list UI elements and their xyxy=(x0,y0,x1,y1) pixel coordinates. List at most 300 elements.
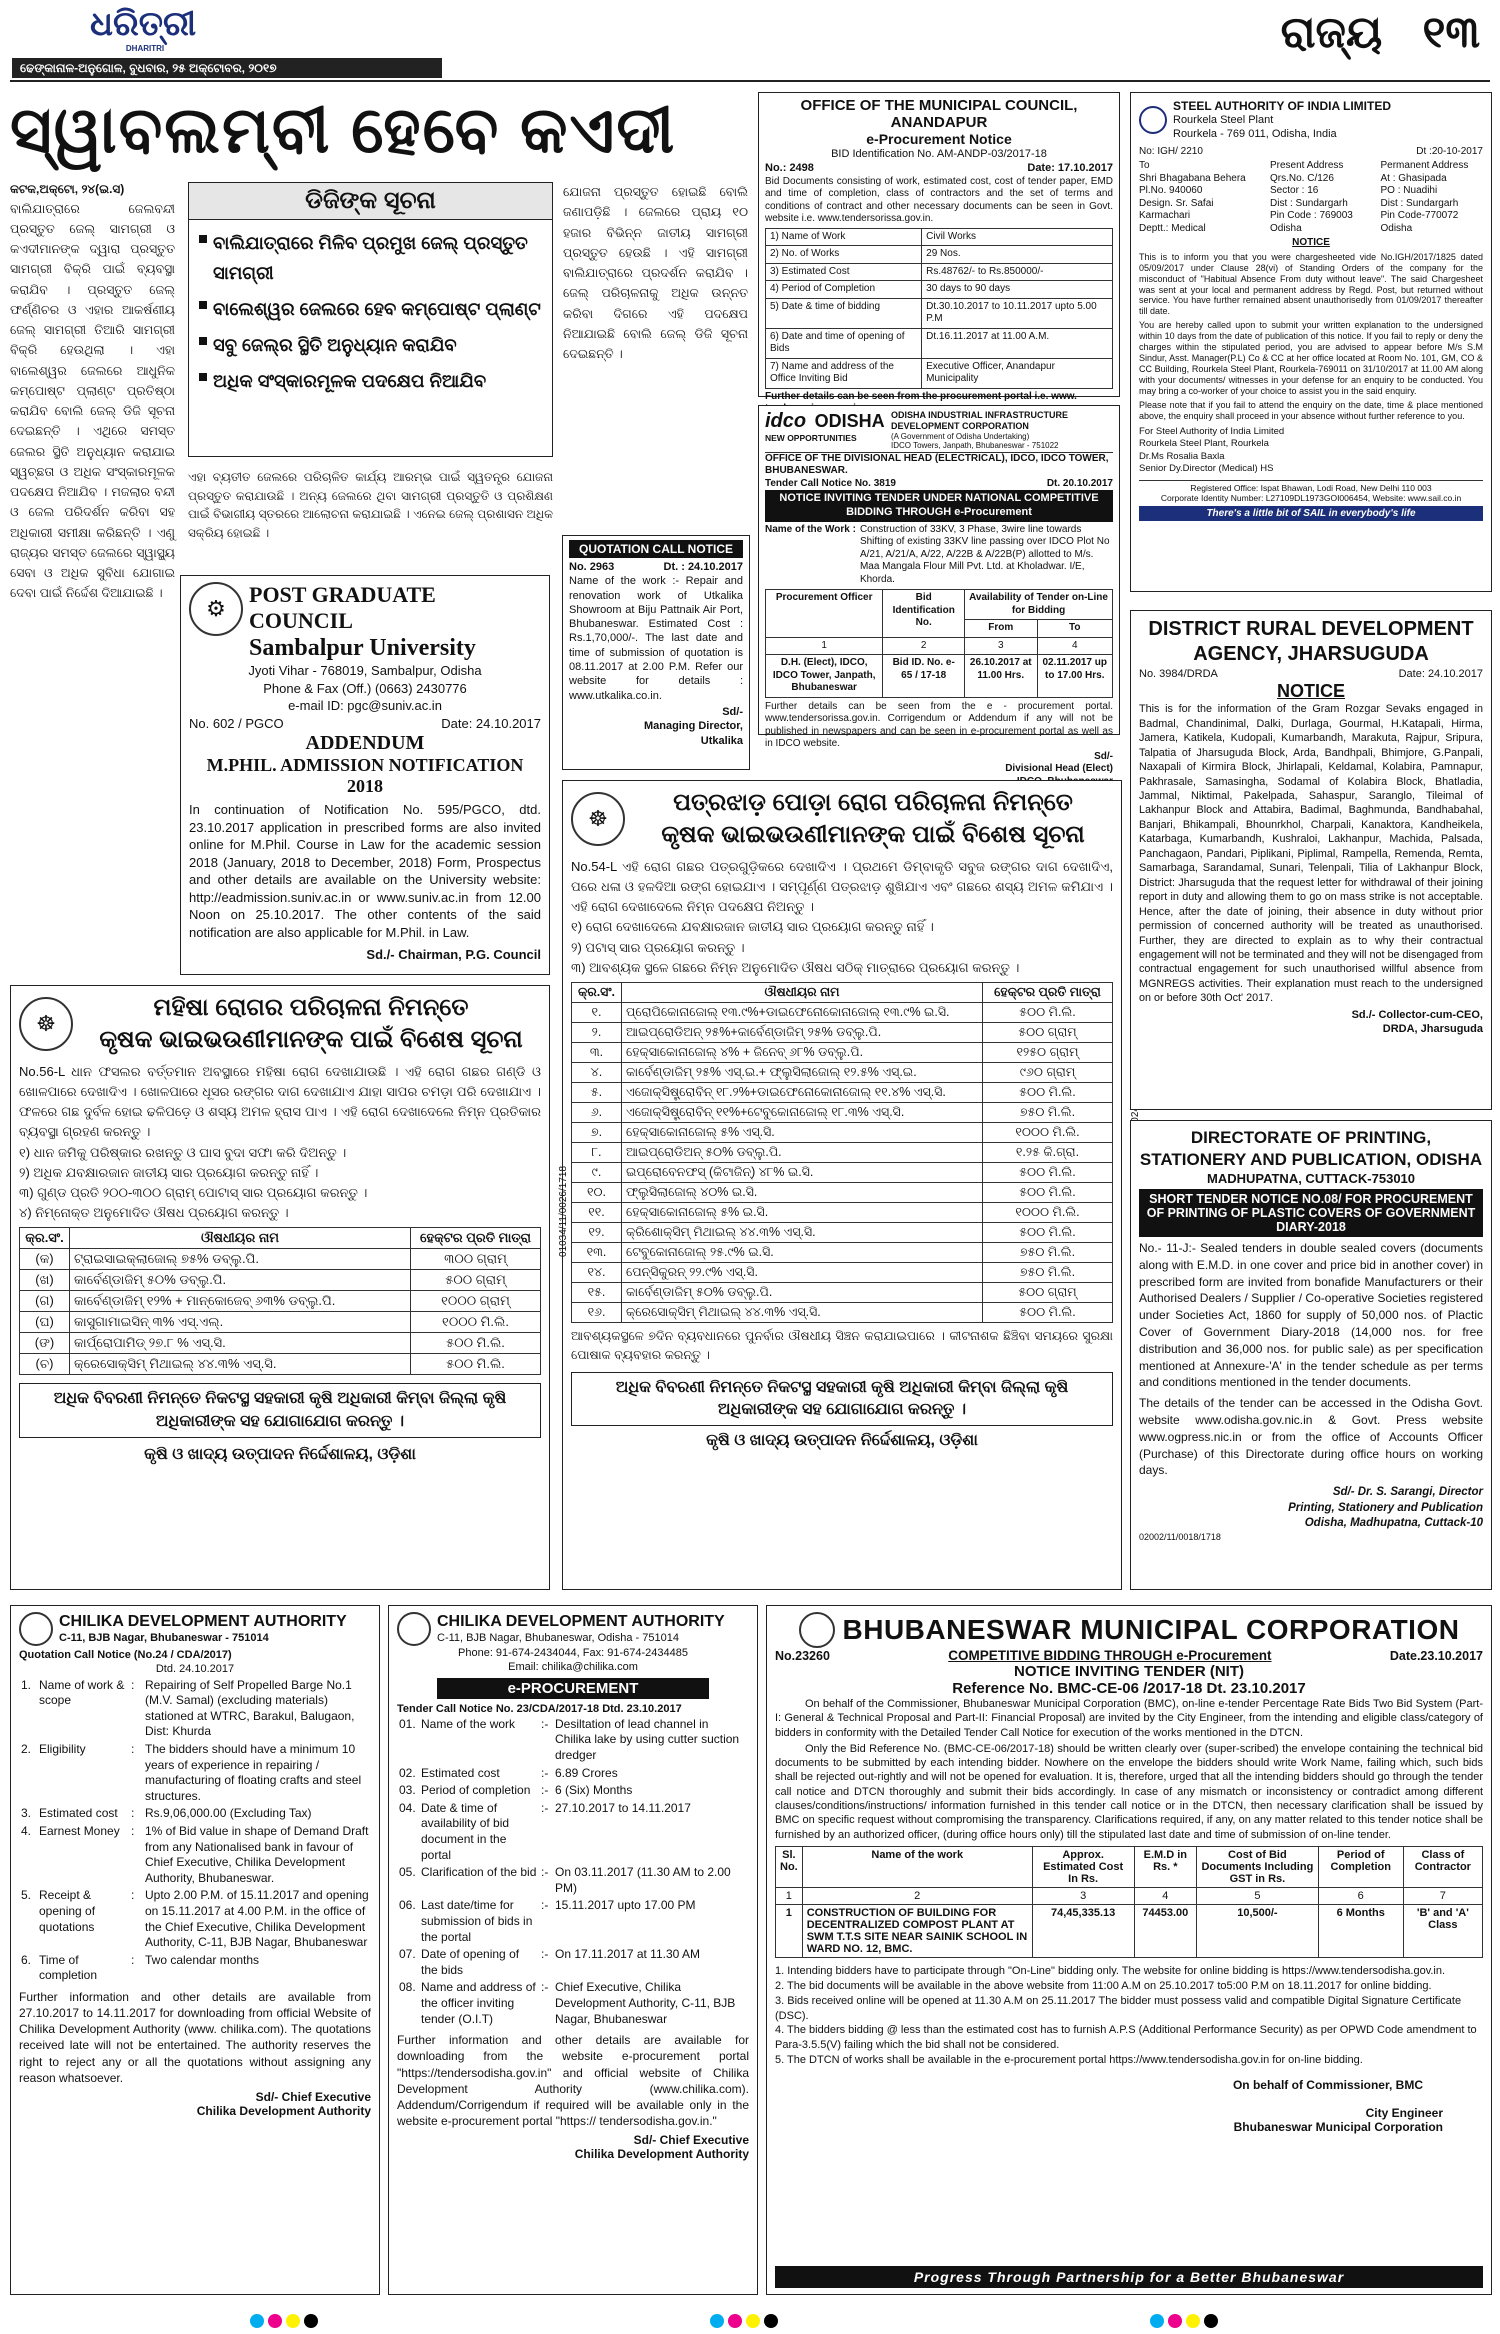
table-cell: 2. xyxy=(21,1741,32,1756)
paddy-table xyxy=(571,982,1113,1323)
idco-col: From xyxy=(965,620,1037,638)
reg-mark-m xyxy=(268,2314,282,2328)
table-cell: ୩୦୦ ଗ୍ରାମ୍ xyxy=(411,1249,541,1270)
table-cell: :- xyxy=(541,1865,549,1880)
sail-logo-icon xyxy=(1139,106,1167,134)
cda2-bar: e-PROCUREMENT xyxy=(437,1678,709,1699)
table-cell: Rs.48762/- to Rs.850000/- xyxy=(922,263,1113,281)
sail-permanent-address: Permanent Address At : Ghasipada PO : Nuadihi Dist : Sundargarh Pin Code-770072 Odisha xyxy=(1380,160,1469,234)
table-cell: ୮. xyxy=(572,1142,622,1162)
table-row xyxy=(20,1312,541,1333)
bmc-th: Name of the work xyxy=(802,1846,1032,1887)
table-row xyxy=(572,1302,1113,1322)
idco-col: To xyxy=(1037,620,1112,638)
anandapur-body: Bid Documents consisting of work, estimated cost, cost of tender paper, EMD and time of completion, class of contractors and the set of terms and conditions of contract and other necessary documents can be seen in Govt. website i.e. www.tendersorissa.gov.in. xyxy=(765,175,1113,225)
table-row xyxy=(572,1102,1113,1122)
reg-mark-c xyxy=(1150,2314,1164,2328)
table-cell: ୧୫. xyxy=(572,1282,622,1302)
story-text-1: ବାଲିଯାତ୍ରାରେ ଜେଲବନ୍ଦୀ ପ୍ରସ୍ତୁତ ଜେଲ୍ ସାମଗ୍ରୀ ଓ କଏଦୀମାନଙ୍କ ଦ୍ୱାରା ପ୍ରସ୍ତୁତ ସାମଗ୍ରୀ ବିକ୍ରି ପାଇଁ ବ୍ୟବସ୍ଥା କରାଯିବ । ପ୍ରସ୍ତୁତ ଜେଲ୍ ଫର୍ଣ୍ଣିଚର ଓ ଏହାର ଆକର୍ଷଣୀୟ ଜେଲ୍ ସାମଗ୍ରୀ ତିଆରି ସାମଗ୍ରୀ ବିକ୍ରି ହେଉଥିଲା । ଏହା ବାଲେଶ୍ୱର ଜେଲରେ ଆଧୁନିକ କମ୍ପୋଷ୍ଟ ପ୍ଲାଣ୍ଟ ପ୍ରତିଷ୍ଠା କରାଯିବ ବୋଲି ଜେଲ୍ ଡିଜି ସୂଚନା ଦେଇଛନ୍ତି । ଏଥିରେ ସମସ୍ତ ଜେଲର ସ୍ଥିତି ଅନୁଧ୍ୟାନ କରାଯାଇ ସ୍ୱଚ୍ଛତା ଓ ଅଧିକ ସଂସ୍କାରମୂଳକ ପଦକ୍ଷେପ ନିଆଯିବ । ମଜଲାର ବନ୍ଦୀ ଓ ଜେଲ ପରିଦର୍ଶନ କରିବା ସହ ଅଧିକାରୀ ସମୀକ୍ଷା କରିଛନ୍ତି । ଏଣୁ ରାଜ୍ୟର ସମସ୍ତ ଜେଲରେ ସ୍ୱାସ୍ଥ୍ୟ ସେବା ଓ ଅଧିକ ସୁବିଧା ଯୋଗାଇ ଦେବା ପାଇଁ ନିର୍ଦ୍ଦେଶ ଦିଆଯାଇଛି । xyxy=(10,201,175,601)
printing-sign: Sd/- Dr. S. Sarangi, Director Printing, Stationery and Publication Odisha, Madhupatna, Cuttack-10 xyxy=(1288,1486,1483,1530)
drda-no: No. 3984/DRDA xyxy=(1139,668,1218,680)
idco-sign: Sd/- Divisional Head (Elect) xyxy=(1005,750,1113,775)
table-cell: କାସୁଗାମାଇସିନ୍ ୩% ଏସ୍.ଏଲ୍. xyxy=(70,1312,411,1333)
chilika-quotation-notice xyxy=(10,1605,380,2295)
reg-mark-m xyxy=(728,2314,742,2328)
table-cell: ୨. xyxy=(572,1022,622,1042)
table-cell: : xyxy=(131,1741,135,1756)
table-cell: :- xyxy=(541,1783,549,1798)
table-row xyxy=(20,1333,541,1354)
bmc-num: 4 xyxy=(1134,1887,1197,1904)
idco-heading: NOTICE INVITING TENDER UNDER NATIONAL COMPETITIVE BIDDING THROUGH e-Procurement xyxy=(765,490,1113,522)
table-cell: Eligibility xyxy=(39,1741,86,1756)
table-cell: Date of opening of the bids xyxy=(421,1947,520,1977)
table-cell: ୯୬୦ ଗ୍ରାମ୍ xyxy=(983,1062,1113,1082)
paddy-outro: ଆବଶ୍ୟକସ୍ଥଳେ ୭ଦିନ ବ୍ୟବଧାନରେ ପୁନର୍ବାର ଔଷଧୀୟ ସିଞ୍ଚନ କରାଯାଇପାରେ । କୀଟନାଶକ ଛିଞ୍ଚିବା ସମୟରେ ସୁରକ୍ଷା ପୋଷାକ ବ୍ୟବହାର କରନ୍ତୁ । xyxy=(571,1328,1113,1363)
table-row xyxy=(397,1800,749,1864)
bmc-th: Sl. No. xyxy=(776,1846,803,1887)
table-row xyxy=(766,228,1113,246)
table-row xyxy=(572,1242,1113,1262)
table-cell: : xyxy=(131,1952,135,1967)
table-cell: Desiltation of lead channel in Chilika lake by using cutter suction dredger xyxy=(555,1716,740,1763)
table-row xyxy=(766,281,1113,299)
table-cell: 15.11.2017 upto 17.00 PM xyxy=(555,1898,696,1913)
utkalika-no: No. 2963 xyxy=(569,561,615,573)
sail-address: Rourkela - 769 011, Odisha, India xyxy=(1173,128,1337,141)
table-cell: ୫୦୦ ମି.ଲି. xyxy=(983,1182,1113,1202)
table-cell: Dt.16.11.2017 at 11.00 A.M. xyxy=(922,328,1113,358)
cda2-address: C-11, BJB Nagar, Bhubaneswar, Odisha - 751014 xyxy=(437,1631,679,1644)
cda2-sign: Sd/- Chief Executive Chilika Development Authority xyxy=(574,2133,749,2162)
table-row xyxy=(572,1062,1113,1082)
mahisha-subtitle: କୃଷକ ଭାଇଭଉଣୀମାନଙ୍କ ପାଇଁ ବିଶେଷ ସୂଚନା xyxy=(99,1026,523,1053)
table-cell: Earnest Money xyxy=(39,1823,120,1838)
bmc-num: 2 xyxy=(802,1887,1032,1904)
table-cell: ୧୦. xyxy=(572,1182,622,1202)
sidebar-item: ଅଧିକ ସଂସ୍କାରମୂଳକ ପଦକ୍ଷେପ ନିଆଯିବ xyxy=(197,366,544,396)
bmc-note: 1. Intending bidders have to participate through "On-Line" bidding only. The website for online bidding is https://www.tendersodisha.gov.in. xyxy=(775,1964,1446,1977)
table-row xyxy=(20,1354,541,1375)
cda1-title: CHILIKA DEVELOPMENT AUTHORITY xyxy=(59,1612,347,1630)
table-cell: :- xyxy=(541,1765,549,1780)
reg-mark-k xyxy=(304,2314,318,2328)
chilika-logo-icon xyxy=(19,1612,53,1646)
page-number: ୧୩ xyxy=(1422,8,1480,57)
idco-work: Construction of 33KV, 3 Phase, 3wire line towards Shifting of existing 33KV line passing over IDCO Plot No A/21, A/21/A, A/22, A/22B & A/22B(P) allotted to M/s. Maa Mangala Flour Mill Pvt. Ltd. at Kholadwar. I/E, Khorda. xyxy=(859,523,1110,585)
table-cell: Chief Executive, Chilika Development Authority, C-11, BJB Nagar, Bhubaneswar xyxy=(555,1980,736,2026)
reg-mark-k xyxy=(1204,2314,1218,2328)
paddy-subtitle: କୃଷକ ଭାଇଭଉଣୀମାନଙ୍କ ପାଇଁ ବିଶେଷ ସୂଚନା xyxy=(661,821,1085,848)
utkalika-quotation xyxy=(562,535,750,770)
table-cell: ୫୦୦ ଗ୍ରାମ୍ xyxy=(983,1022,1113,1042)
table-row xyxy=(397,1765,749,1783)
table-row xyxy=(572,1002,1113,1022)
table-cell: 5) Date & time of bidding xyxy=(766,298,922,328)
table-cell: 4. xyxy=(21,1823,32,1838)
table-cell: ହେକ୍ସାକୋନାଜୋଲ୍ ୫% ଏସ୍.ସି. xyxy=(622,1122,983,1142)
paddy-th: କ୍ର.ସଂ. xyxy=(572,982,622,1002)
table-row xyxy=(572,1082,1113,1102)
reg-mark-y xyxy=(286,2314,300,2328)
table-cell: 3) Estimated Cost xyxy=(766,263,922,281)
sambalpur-addendum: ADDENDUM xyxy=(305,732,425,755)
table-cell: :- xyxy=(541,1800,549,1815)
table-row xyxy=(19,1952,371,1985)
mahisha-th: କ୍ର.ସଂ. xyxy=(20,1228,70,1249)
table-cell: ୧.୨୫ କି.ଗ୍ରା. xyxy=(983,1142,1113,1162)
idco-cell: Bid ID. No. e- 65 / 17-18 xyxy=(883,655,965,698)
printing-title: DIRECTORATE OF PRINTING, STATIONERY AND PUBLICATION, ODISHA xyxy=(1139,1128,1483,1169)
sail-para-1: This is to inform you that you were chargesheeted vide No.IGH/2017/1825 dated 05/09/2017 under Clause 28(vi) of Standing Orders of the company for the misconduct of "Habitual Absence From duty without leave". The said Chargesheet was sent at your local and permanent address by Regd. Post, but returned without service. You have further remained absent unauthorisedly from 01/09/2017 thereafter till date. xyxy=(1139,251,1483,317)
bmc-cell: 74,45,335.13 xyxy=(1032,1904,1134,1957)
table-row xyxy=(20,1291,541,1312)
sidebar-item: ବାଲେଶ୍ୱର ଜେଲରେ ହେବ କମ୍ପୋଷ୍ଟ ପ୍ଲାଣ୍ଟ xyxy=(197,294,544,324)
table-row xyxy=(397,1979,749,2028)
bmc-num: 1 xyxy=(776,1887,803,1904)
table-row xyxy=(572,1262,1113,1282)
story-col-3: ଯୋଜନା ପ୍ରସ୍ତୁତ ହୋଇଛି ବୋଲି ଜଣାପଡ଼ିଛି । ଜେଲରେ ପ୍ରାୟ ୧୦ ହଜାର ବିଭିନ୍ନ ଜାତୀୟ ସାମଗ୍ରୀ ପ୍ରସ୍ତୁତ ହେଉଛି । ଏହି ସାମଗ୍ରୀ ବାଲିଯାତ୍ରାରେ ପ୍ରଦର୍ଶନ କରାଯିବ । ଜେଲ୍ ପରିଚାଳନାକୁ ଅଧିକ ଉନ୍ନତ କରିବା ଦିଗରେ ଏହି ପଦକ୍ଷେପ ନିଆଯାଇଛି ବୋଲି ଜେଲ୍ ଡିଜି ସୂଚନା ଦେଇଛନ୍ତି । xyxy=(563,185,748,361)
sail-tagline: There's a little bit of SAIL in everybody's life xyxy=(1139,506,1483,521)
sail-sign: For Steel Authority of India Limited Rourkela Steel Plant, Rourkela Dr.Ms Rosalia Baxla Senior Dy.Director (Medical) HS xyxy=(1139,426,1285,475)
reg-mark-y xyxy=(746,2314,760,2328)
table-cell: ୭୫୦ ମି.ଲି. xyxy=(983,1262,1113,1282)
chilika-eprocurement-notice xyxy=(388,1605,758,2295)
table-row xyxy=(572,1022,1113,1042)
table-cell: ୧୧. xyxy=(572,1202,622,1222)
idco-work-label: Name of the Work : xyxy=(765,523,856,535)
paddy-advice: ଅଧିକ ବିବରଣୀ ନିମନ୍ତେ ନିକଟସ୍ଥ ସହକାରୀ କୃଷି ଅଧିକାରୀ କିମ୍ବା ଜିଲ୍ଲା କୃଷି ଅଧିକାରୀଙ୍କ ସହ ଯୋଗାଯୋଗ କରନ୍ତୁ । xyxy=(571,1372,1113,1427)
sail-para-2: You are hereby called upon to submit your written explanation to the undersigned within 10 days from the date of publication of this notice. If you fail to reply or deny the charges within the stipulated period, you are advised to appear before M/s S.M Sindur, Asst. Manager(P.L) Co & CC at her office located at Room No. 101, GM, CO & CC Building, Rourkela Steel Plant, Rourkela-769011 on 31/10/2017 at 11.00 AM along with your documents/ witnesses in your defense for an enquiry to be conducted. You may bring a co-worker of your choice to assist you in the said enquiry. xyxy=(1139,320,1483,397)
table-cell: ଇପ୍ରୋବେନଫସ୍ (କିଟାଜିନ୍) ୪୮% ଇ.ସି. xyxy=(622,1162,983,1182)
anandapur-bid-id: BID Identification No. AM-ANDP-03/2017-18 xyxy=(831,148,1047,160)
masthead xyxy=(0,0,1500,82)
printing-para-1: No.- 11-J:- Sealed tenders in double sealed covers (documents along with E.M.D. in one cover and price bid in another cover) in prescribed form are invited from bonafide Manufacturers or their Authorised Dealers / Supplier / Co-operative Societies registered under Societies Act, 1860 for supply of 50,000 nos. of Plactic Cover of Government Diary-2018 (14,000 nos. for free distribution and 36,000 nos. for public sale) as per specification mentioned at Annexure-'A' in the tender schedule as per terms and conditions mentioned in the tender documents. xyxy=(1139,1241,1483,1390)
main-headline: ସ୍ୱାବଲମ୍ବୀ ହେବେ କଏଦୀ xyxy=(10,94,677,166)
idco-table xyxy=(765,589,1113,698)
table-row xyxy=(20,1270,541,1291)
masthead-rule xyxy=(10,80,1490,82)
idco-tag: NEW OPPORTUNITIES xyxy=(765,433,857,443)
table-cell: ୧. xyxy=(572,1002,622,1022)
idco-logo: idco xyxy=(765,410,807,432)
table-cell: କାର୍ବେଣ୍ଡାଜିମ୍ ୫୦% ଡବ୍ଲୁ.ପି. xyxy=(622,1282,983,1302)
idco-num: 3 xyxy=(965,637,1037,655)
table-row xyxy=(572,1202,1113,1222)
table-cell: Time of completion xyxy=(39,1952,98,1983)
bmc-title: BHUBANESWAR MUNICIPAL CORPORATION xyxy=(842,1614,1460,1645)
mahisha-step: ୪) ନିମ୍ନୋକ୍ତ ଅନୁମୋଦିତ ଔଷଧ ପ୍ରୟୋଗ କରନ୍ତୁ । xyxy=(19,1204,289,1220)
table-cell: On 17.11.2017 at 11.30 AM xyxy=(555,1947,700,1962)
bmc-para-2: Only the Bid Reference No. (BMC-CE-06/2017-18) should be written clearly over (super-scribed) the envelope containing the technical bid documents to be submitted by each intending bidder. Nowhere on the envelope the bidders should write Work Name, failing which, such bids shall be rejected out-rightly and will not be opened for evaluation. It is, therefore, urged that all the intending bidders should go through the tender call notice and DTCN thoroughly and submit their bids accordingly. In case of any mismatch or inconsistency or contradict among different clauses/conditions/instructions/ information furnished in this tender call notice or in the DTCN, then necessary clarification shall be issued by BMC on specific request without compromising the transparency. Clarifications required, if any, on any matter related to this tender notice shall be furnished by an authorized officer, (during office hours only) till the stipulated last date and time of submission of on-line tender. xyxy=(775,1742,1483,1841)
sail-ref: No: IGH/ 2210 xyxy=(1139,145,1203,157)
bmc-logo-icon xyxy=(799,1612,835,1648)
table-cell: ୬. xyxy=(572,1102,622,1122)
bmc-note: 5. The DTCN of works shall be available in the e-procurement portal https://www.tendersodisha.gov.in for on-line bidding. xyxy=(775,2054,1363,2067)
paddy-th: ଔଷଧୀୟର ନାମ xyxy=(622,982,983,1002)
anandapur-title: OFFICE OF THE MUNICIPAL COUNCIL, ANANDAPUR xyxy=(800,97,1078,131)
cda2-table xyxy=(397,1716,749,2028)
bmc-sign-2: City Engineer Bhubaneswar Municipal Corporation xyxy=(1233,2105,1443,2134)
table-cell: କାର୍ପ୍ରୋପାମିଡ୍ ୨୭.୮ % ଏସ୍.ସି. xyxy=(70,1333,411,1354)
table-row xyxy=(19,1741,371,1805)
table-cell: ୧୪. xyxy=(572,1262,622,1282)
drda-body: This is for the information of the Gram Rozgar Sevaks engaged in Badmal, Chandinimal, Dalki, Durlaga, Gourmal, H.Katapali, Hirma, Jamera, Katikela, Kudopali, Kumarbandh, Marakuta, Rajpur, Sripura, Talpatia of Jharsuguda Block, Arda, Bandhpali, Bhimjore, G.Panpali, Naxapali of Kirmira Block, Jhirlapali, Keldamal, Kolabira, Pamnapur, Pakhrasale, Samasingha, Sodamal of Kolabira Block, Bhatladia, Jammal, Niktimal, Pakelpada, Sahaspur, Saranglo, Tileimal of Lakhanpur Block and Attabira, Badimal, Baghmunda, Bandhabahal, Banjari, Bhikampali, Bhounrkhol, Charpali, Kanaktora, Kandheikela, Katarbaga, Kumarbandh, Kushraloi, Lakhanpur, Machida, Palsada, Panchagaon, Pandari, Piplikani, Piplimal, Rampella, Remenda, Remta, Samarbaga, Sarandamal, Sunari, Telenpali, Tilia of Lakhanpur Block, District: Jharsuguda that the request letter for withdrawal of their joining report in duty and allowing them to go on mass strike is not acceptable. Hence, after the date of joining, their absence in duty without prior permission of concerned authority will be treated as unauthorised. Further, they are directed to explain as to why their contractual engagement will not be terminated and they will not be disengaged from contractual engagement for such unauthorised willful absence from MGNREGS activities. Their explanation must reach to the undersigned on or before 30th Oct' 2017. xyxy=(1139,703,1483,1005)
table-cell: (ଖ) xyxy=(20,1270,70,1291)
paddy-step: ୩) ଆବଶ୍ୟକ ସ୍ଥଳେ ଗଛରେ ନିମ୍ନ ଅନୁମୋଦିତ ଔଷଧ ସଠିକ୍ ମାତ୍ରାରେ ପ୍ରୟୋଗ କରନ୍ତୁ । xyxy=(571,959,1020,975)
table-cell: କ୍ରେସୋକ୍ସିମ୍ ମିଥାଇଲ୍ ୪୪.୩% ଏସ୍.ସି. xyxy=(622,1302,983,1322)
sambalpur-title-1: POST GRADUATE COUNCIL xyxy=(249,582,436,633)
printing-para-2: The details of the tender can be accessed in the Odisha Govt. website www.odisha.gov.nic.in & Govt. Press website www.ogpress.nic.in or from the office of Accounts Officer (Purchase) of this Directorate during office hours on working days. xyxy=(1139,1396,1483,1478)
table-cell: Upto 2.00 P.M. of 15.11.2017 and opening on 15.11.2017 at 4.00 P.M. in the office of the Chief Executive, Chilika Development Authority, C-11, BJB Nagar, Bhubaneswar xyxy=(145,1888,369,1950)
drda-title: DISTRICT RURAL DEVELOPMENT AGENCY, JHARSUGUDA xyxy=(1148,618,1474,665)
table-cell: 2) No. of Works xyxy=(766,246,922,264)
table-cell: 04. xyxy=(399,1800,416,1815)
sheath-blight-advisory xyxy=(10,985,569,1590)
table-cell: କ୍ରିଶୋକ୍ସିମ୍ ମିଥାଇଲ୍ ୪୪.୩% ଏସ୍.ସି. xyxy=(622,1222,983,1242)
table-cell: 06. xyxy=(399,1898,416,1913)
bmc-cell: 6 Months xyxy=(1318,1904,1403,1957)
table-cell: ୭୫୦ ମି.ଲି. xyxy=(983,1102,1113,1122)
table-cell: Name of the work xyxy=(421,1716,516,1731)
bmc-para-1: On behalf of the Commissioner, Bhubaneswar Municipal Corporation (BMC), on-line e-tender Percentage Rate Bids Two Bid System (Part-I: General & Technical Proposal and Part-II: Financial Proposal) are invited by the City Engineer, from the intending and eligible class/category of bidders in conformity with the Detailed Tender Call Notice for execution of the works mentioned in the DTCN. xyxy=(775,1698,1483,1739)
idco-num: 1 xyxy=(766,637,883,655)
mahisha-code: 01034/11/0026/1718 xyxy=(557,1165,569,1258)
reg-mark-c xyxy=(250,2314,264,2328)
cda1-sign: Sd/- Chief Executive Chilika Development Authority xyxy=(196,2090,371,2118)
idco-cell: 26.10.2017 at 11.00 Hrs. xyxy=(965,655,1037,698)
table-row xyxy=(572,1182,1113,1202)
paddy-intro: No.54-L ଏହି ରୋଗ ଗଛର ପତ୍ରଗୁଡ଼ିକରେ ଦେଖାଦିଏ । ପ୍ରଥମେ ଡିମ୍ବାକୃତି ସବୁଜ ରଙ୍ଗର ଦାଗ ଦେଖାଦିଏ, ପରେ ଧଳା ଓ ହଳଦିଆ ରଙ୍ଗ ହୋଇଯାଏ । ସମ୍ପୂର୍ଣ୍ଣ ପତ୍ରଝାଡ଼ ଶୁଖିଯାଏ ଏବଂ ଗଛରେ ଶସ୍ୟ ଅମଳ କମିଯାଏ । ଏହି ରୋଗ ଦେଖାଦେଲେ ନିମ୍ନ ପଦକ୍ଷେପ ନିଅନ୍ତୁ । xyxy=(571,859,1113,915)
bmc-th: Approx. Estimated Cost In Rs. xyxy=(1032,1846,1134,1887)
table-cell: Estimated cost xyxy=(39,1806,118,1821)
table-cell: :- xyxy=(541,1947,549,1962)
table-row xyxy=(572,1282,1113,1302)
table-cell: 1) Name of Work xyxy=(766,228,922,246)
table-cell: 03. xyxy=(399,1783,416,1798)
table-cell: (ଚ) xyxy=(20,1354,70,1375)
paddy-title: ପତ୍ରଝାଡ଼ ପୋଡ଼ା ରୋଗ ପରିଚାଳନା ନିମନ୍ତେ xyxy=(673,789,1073,816)
dateline-bar xyxy=(12,58,442,78)
table-cell: 30 days to 90 days xyxy=(922,281,1113,299)
idco-num: 4 xyxy=(1037,637,1112,655)
table-cell: 07. xyxy=(399,1947,416,1962)
idco-tender-notice xyxy=(758,405,1120,775)
table-cell: ଟ୍ରାଇସାଇକ୍ଲାଜୋଲ୍ ୭୫% ଡବ୍ଲୁ.ପି. xyxy=(70,1249,411,1270)
cda2-title: CHILIKA DEVELOPMENT AUTHORITY xyxy=(437,1612,725,1630)
table-row xyxy=(397,1716,749,1765)
sail-present-address: Present Address Qrs.No. C/126 Sector : 16 Dist : Sundargarh Pin Code : 769003 Odisha xyxy=(1270,160,1353,234)
table-cell: ୫୦୦ ମି.ଲି. xyxy=(983,1082,1113,1102)
mahisha-advice: ଅଧିକ ବିବରଣୀ ନିମନ୍ତେ ନିକଟସ୍ଥ ସହକାରୀ କୃଷି ଅଧିକାରୀ କିମ୍ବା ଜିଲ୍ଲା କୃଷି ଅଧିକାରୀଙ୍କ ସହ ଯୋଗାଯୋଗ କରନ୍ତୁ । xyxy=(19,1383,541,1438)
drda-sign: Sd./- Collector-cum-CEO, DRDA, Jharsuguda xyxy=(1351,1008,1483,1036)
utkalika-date: Dt. : 24.10.2017 xyxy=(663,561,743,573)
bmc-sign-1: On behalf of Commissioner, BMC xyxy=(1232,2077,1423,2092)
table-cell: ୧୨୫୦ ଗ୍ରାମ୍ xyxy=(983,1042,1113,1062)
idco-org: ODISHA INDUSTRIAL INFRASTRUCTURE DEVELOPMENT CORPORATION xyxy=(891,410,1068,431)
sail-org: STEEL AUTHORITY OF INDIA LIMITED xyxy=(1173,99,1392,113)
table-cell: ୫୦୦ ମି.ଲି. xyxy=(411,1333,541,1354)
table-cell: 7) Name and address of the Office Inviting Bid xyxy=(766,358,922,388)
table-cell: (ଙ) xyxy=(20,1333,70,1354)
table-cell: 5. xyxy=(21,1888,32,1903)
utkalika-sign: Sd/- Managing Director, Utkalika xyxy=(643,705,743,747)
table-row xyxy=(397,1946,749,1979)
table-cell: ୭୫୦ ମି.ଲି. xyxy=(983,1242,1113,1262)
sail-plant: Rourkela Steel Plant xyxy=(1173,114,1274,126)
mahisha-table xyxy=(19,1227,541,1375)
bmc-cell: 1 xyxy=(776,1904,803,1957)
idco-cell: 02.11.2017 up to 17.00 Hrs. xyxy=(1037,655,1112,698)
story-dateline: କଟକ,ଅକ୍ଟୋ, ୨୪(ଇ.ସ) xyxy=(10,182,125,196)
table-cell: :- xyxy=(541,1980,549,1995)
sambalpur-date: Date: 24.10.2017 xyxy=(441,715,541,731)
table-row xyxy=(572,1162,1113,1182)
sambalpur-email: e-mail ID: pgc@suniv.ac.in xyxy=(288,698,442,714)
anandapur-footer: Further details can be seen from the procurement portal i.e. www. xyxy=(765,390,1077,402)
idco-col: Bid Identification No. xyxy=(883,590,965,638)
story-col-2: ଏହା ବ୍ୟତୀତ ଜେଲରେ ପରିଚାଳିତ କାର୍ଯ୍ୟ ଆରମ୍ଭ ପାଇଁ ସ୍ୱତନ୍ତ୍ର ଯୋଜନା ପ୍ରସ୍ତୁତ କରାଯାଉଛି । ଅନ୍ୟ ଜେଲରେ ଥିବା ସାମଗ୍ରୀ ପ୍ରସ୍ତୁତି ଓ ପ୍ରଶିକ୍ଷଣ ପାଇଁ ବିଭାଗୀୟ ସ୍ତରରେ ଆଲୋଚନା କରାଯାଇଛି । ଏନେଇ ଜେଲ୍ ପ୍ରଶାସନ ଅଧିକ ସକ୍ରିୟ ହୋଇଛି । xyxy=(188,470,553,540)
bmc-th: Cost of Bid Documents Including GST in Rs. xyxy=(1197,1846,1319,1887)
table-cell: ୫. xyxy=(572,1082,622,1102)
table-cell: ୧୦୦୦ ମି.ଲି. xyxy=(411,1312,541,1333)
cda2-phone: Phone: 91-674-2434044, Fax: 91-674-2434485 xyxy=(458,1647,688,1659)
sidebar-item: ବାଲିଯାତ୍ରାରେ ମିଳିବ ପ୍ରମୁଖ ଜେଲ୍ ପ୍ରସ୍ତୁତ ସାମଗ୍ରୀ xyxy=(197,228,544,288)
cda1-table xyxy=(19,1677,371,1985)
bmc-note: 4. The bidders bidding @ less than the estimated cost has to furnish A.P.S (Additional Performance Security) as per OPWD Code amendment to Para-3.5.5(V) failing which the bid shall not be considered. xyxy=(775,2024,1477,2052)
dg-sidebar xyxy=(188,182,553,457)
chilika-logo-icon xyxy=(397,1612,431,1646)
cda2-email: Email: chilika@chilika.com xyxy=(508,1661,638,1674)
table-cell: ୭. xyxy=(572,1122,622,1142)
table-cell: ଆଇପ୍ରୋଡିଅନ୍ ୫୦% ଡବ୍ଲୁ.ପି. xyxy=(622,1142,983,1162)
table-row xyxy=(572,1142,1113,1162)
idco-date: Dt. 20.10.2017 xyxy=(1046,477,1113,489)
mahisha-th: ଔଷଧୀୟର ନାମ xyxy=(70,1228,411,1249)
bmc-num: 6 xyxy=(1318,1887,1403,1904)
table-row xyxy=(397,1782,749,1800)
table-cell: : xyxy=(131,1677,135,1692)
drda-notice xyxy=(1130,610,1492,1110)
sail-notice xyxy=(1130,92,1492,592)
table-cell: (ଘ) xyxy=(20,1312,70,1333)
idco-num: 2 xyxy=(883,637,965,655)
table-row xyxy=(766,263,1113,281)
table-cell: (ଗ) xyxy=(20,1291,70,1312)
bmc-head: COMPETITIVE BIDDING THROUGH e-Procurement xyxy=(948,1648,1272,1663)
table-cell: ୫୦୦ ମି.ଲି. xyxy=(983,1002,1113,1022)
table-cell: କାର୍ବେଣ୍ଡାଜିମ୍ ୧୨% + ମାନ୍‌କୋଜେବ୍ ୬୩% ଡବ୍ଲୁ.ପି. xyxy=(70,1291,411,1312)
table-cell: Last date/time for submission of bids in the portal xyxy=(421,1898,533,1944)
bmc-num: 5 xyxy=(1197,1887,1319,1904)
table-cell: ଆଇପ୍ରୋଡିଅନ୍ ୨୫%+କାର୍ବେଣ୍ଡାଜିମ୍ ୨୫% ଡବ୍ଲୁ.ପି. xyxy=(622,1022,983,1042)
bmc-th: Class of Contractor xyxy=(1403,1846,1482,1887)
table-cell: 6. xyxy=(21,1952,32,1967)
bmc-cell: CONSTRUCTION OF BUILDING FOR DECENTRALIZED COMPOST PLANT AT SWM T.T.S SITE NEAR SAINIK SCHOOL IN WARD NO. 12, BMC. xyxy=(802,1904,1032,1957)
table-row xyxy=(19,1823,371,1887)
sidebar-list xyxy=(189,220,552,404)
table-cell: ଏଜୋକ୍ସିଷ୍ଟ୍ରୋବିନ୍ ୧୧%+ଟେବୁକୋନାଜୋଲ୍ ୧୮.୩% ଏସ୍.ସି. xyxy=(622,1102,983,1122)
table-cell: 29 Nos. xyxy=(922,246,1113,264)
story-col-1 xyxy=(10,180,175,604)
table-row xyxy=(766,328,1113,358)
reg-mark-c xyxy=(710,2314,724,2328)
table-cell: Two calendar months xyxy=(145,1952,260,1967)
table-cell: (କ) xyxy=(20,1249,70,1270)
table-cell: ୫୦୦ ମି.ଲି. xyxy=(983,1302,1113,1322)
sail-para-3: Please note that if you fail to attend the enquiry on the date, time & place mentioned above, the enquiry shall proceed in your absence without further reference to you. xyxy=(1139,400,1483,422)
table-cell: ହେକ୍ସାକୋନାଜୋଲ୍ ୪% + ଜିନେବ୍ ୬୮% ଡବ୍ଲୁ.ପି. xyxy=(622,1042,983,1062)
page-section xyxy=(1281,8,1480,58)
table-cell: 3. xyxy=(21,1806,32,1821)
table-row xyxy=(19,1805,371,1823)
odisha-emblem-icon: ☸ xyxy=(19,997,73,1051)
table-cell: ୧୩. xyxy=(572,1242,622,1262)
bmc-cell: 74453.00 xyxy=(1134,1904,1197,1957)
table-cell: ହେକ୍ସାକୋନାଜୋଲ୍ ୫% ଇ.ସି. xyxy=(622,1202,983,1222)
table-cell: 6.89 Crores xyxy=(555,1765,618,1780)
utkalika-title: QUOTATION CALL NOTICE xyxy=(569,540,743,558)
table-row xyxy=(572,1042,1113,1062)
odisha-emblem-icon: ☸ xyxy=(571,792,625,846)
bmc-th: Period of Completion xyxy=(1318,1846,1403,1887)
anandapur-table xyxy=(765,228,1113,389)
bmc-note: 2. The bid documents will be available in the above website from 11:00 A.M on 25.10.2017 to5:00 P.M on 18.11.2017 for online bidding. xyxy=(775,1979,1432,1992)
table-cell: ୧୨. xyxy=(572,1222,622,1242)
table-cell: On 03.11.2017 (11.30 AM to 2.00 PM) xyxy=(555,1865,731,1895)
sidebar-title: ଡିଜିଙ୍କ ସୂଚନା xyxy=(189,183,552,220)
reg-mark-k xyxy=(764,2314,778,2328)
table-cell: କ୍ରେସୋକ୍ସିମ୍ ମିଥାଇଲ୍ ୪୪.୩% ଏସ୍.ସି. xyxy=(70,1354,411,1375)
table-cell: 08. xyxy=(399,1980,416,1995)
mahisha-th: ହେକ୍ଟର ପ୍ରତି ମାତ୍ରା xyxy=(411,1228,541,1249)
table-row xyxy=(572,1122,1113,1142)
printing-bar: SHORT TENDER NOTICE NO.08/ FOR PROCUREMENT OF PRINTING OF PLASTIC COVERS OF GOVERNMENT DIARY-2018 xyxy=(1139,1189,1483,1237)
table-cell: ଫ୍ଲୁସିଲାଜୋଲ୍ ୪୦% ଇ.ସି. xyxy=(622,1182,983,1202)
table-cell: :- xyxy=(541,1716,549,1731)
logo-odia: ଧରିତ୍ରୀ xyxy=(90,5,197,43)
idco-office: OFFICE OF THE DIVISIONAL HEAD (ELECTRICAL), IDCO, IDCO TOWER, BHUBANESWAR. xyxy=(765,452,1113,478)
table-cell: ୧୦୦୦ ମି.ଲି. xyxy=(983,1202,1113,1222)
table-cell: 6) Date and time of opening of Bids xyxy=(766,328,922,358)
table-row xyxy=(572,1222,1113,1242)
table-cell: ପେନ୍‌ସିକୁରନ୍ ୨୨.୯% ଏସ୍.ସି. xyxy=(622,1262,983,1282)
table-cell: Clarification of the bid xyxy=(421,1865,537,1880)
table-cell: ଟେବୁକୋନାଜୋଲ୍ ୨୫.୯% ଇ.ସି. xyxy=(622,1242,983,1262)
table-row xyxy=(766,298,1113,328)
table-cell: Estimated cost xyxy=(421,1765,500,1780)
idco-footer: Further details can be seen from the e - procurement portal. www.tendersorissa.gov.in. Corrigendum or Addendum if any will not be published in newspapers and can be seen in e-procurement portal as well as in IDCO website. xyxy=(765,700,1113,750)
table-row xyxy=(397,1897,749,1946)
sambalpur-body: In continuation of Notification No. 595/PGCO, dtd. 23.10.2017 application in prescribed forms are also invited online for M.Phil. Course in Law for the academic session 2018 (January, 2018 to December, 2018) Form, Prospectus and other details are available on the University website: http://eadmission.suniv.ac.in or www.suniv.ac.in from 12.00 Noon on 25.10.2017. The other contents of the said notification are also applicable for M.Phil. in Law. xyxy=(189,802,541,941)
table-cell: Name and address of the officer inviting tender (O.I.T) xyxy=(421,1980,536,2026)
bmc-tagline: Progress Through Partnership for a Better Bhubaneswar xyxy=(775,2266,1483,2288)
idco-call-no: Tender Call Notice No. 3819 xyxy=(765,477,896,489)
table-cell: Period of completion xyxy=(421,1783,531,1798)
table-cell: Executive Officer, Anandapur Municipality xyxy=(922,358,1113,388)
table-cell: Rs.9,06,000.00 (Excluding Tax) xyxy=(145,1806,312,1821)
table-cell: ୧୦୦୦ ଗ୍ରାମ୍ xyxy=(411,1291,541,1312)
bmc-cell: 10,500/- xyxy=(1197,1904,1319,1957)
printing-code: 02002/11/0018/1718 xyxy=(1139,1531,1221,1542)
bmc-num: 3 xyxy=(1032,1887,1134,1904)
table-cell: ୫୦୦ ମି.ଲି. xyxy=(411,1354,541,1375)
cda2-tcn: Tender Call Notice No. 23/CDA/2017-18 Dtd. 23.10.2017 xyxy=(397,1702,682,1715)
registration-marks xyxy=(0,2305,1500,2334)
table-cell: ୯. xyxy=(572,1162,622,1182)
bmc-nit: NOTICE INVITING TENDER (NIT) xyxy=(1014,1663,1244,1680)
paddy-th: ହେକ୍ଟର ପ୍ରତି ମାତ୍ରା xyxy=(983,982,1113,1002)
